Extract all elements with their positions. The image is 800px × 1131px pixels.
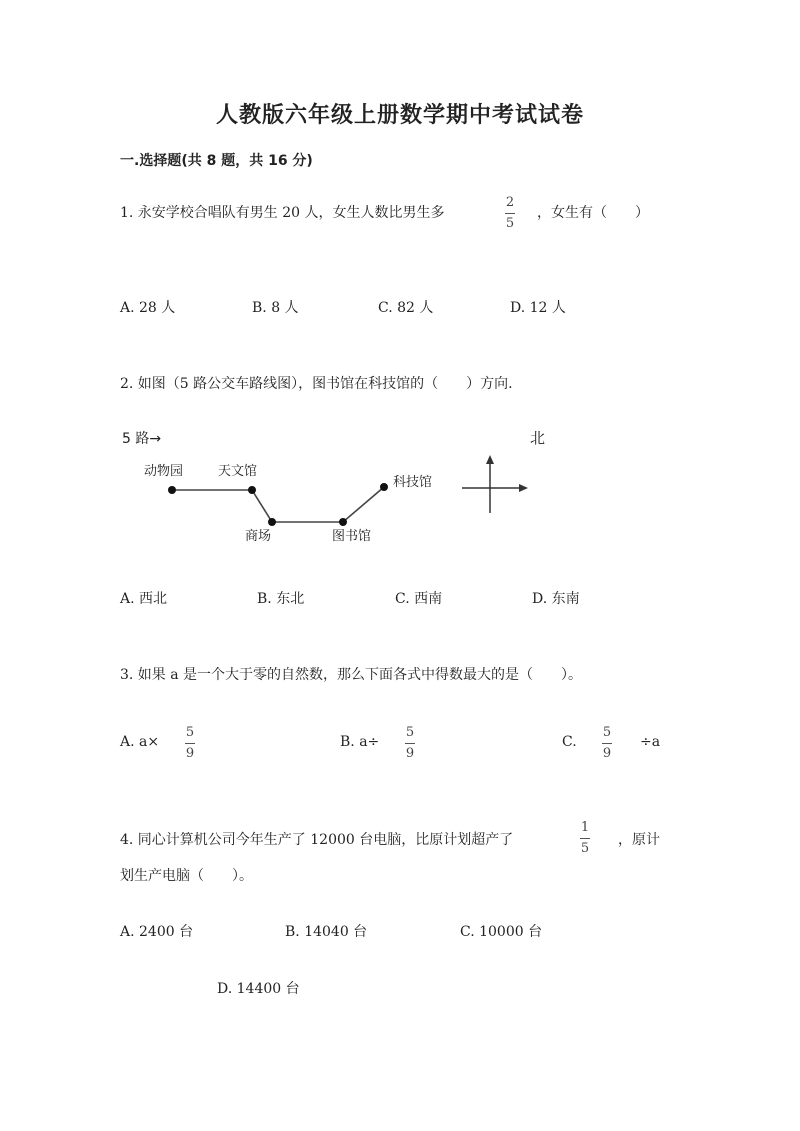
stop-marker: [168, 486, 176, 494]
fraction-bar: [602, 743, 612, 744]
q1-option-a[interactable]: A. 28 人: [120, 300, 176, 316]
stop-marker: [380, 483, 388, 491]
question-1-fraction: [505, 196, 515, 231]
stop-label-library: 图书馆: [332, 529, 372, 544]
q3-option-c-fraction: [602, 726, 612, 761]
q3-option-a[interactable]: A. a×: [120, 734, 160, 750]
fraction-bar: [580, 838, 590, 839]
fraction-numerator: 5: [185, 725, 195, 740]
fraction-numerator: 1: [580, 820, 590, 835]
q4-option-c[interactable]: C. 10000 台: [460, 924, 543, 940]
fraction-numerator: 2: [505, 195, 515, 210]
q4-option-d[interactable]: D. 14400 台: [217, 981, 300, 997]
fraction-bar: [185, 743, 195, 744]
q4-option-a[interactable]: A. 2400 台: [120, 924, 194, 940]
question-4-text-end: ，原计: [618, 832, 660, 848]
question-3-text: 3. 如果 a 是一个大于零的自然数，那么下面各式中得数最大的是（ ）。: [120, 667, 583, 683]
page-title: 人教版六年级上册数学期中考试试卷: [215, 103, 584, 128]
fraction-numerator: 5: [602, 725, 612, 740]
stop-label-science-museum: 科技馆: [393, 475, 433, 490]
q2-option-b[interactable]: B. 东北: [257, 591, 305, 607]
q3-option-c-suffix: ÷a: [640, 734, 661, 750]
q3-option-b[interactable]: B. a÷: [340, 734, 380, 750]
fraction-numerator: 5: [405, 725, 415, 740]
stop-marker: [339, 518, 347, 526]
stop-label-zoo: 动物园: [144, 464, 184, 479]
north-label: 北: [530, 429, 546, 447]
q1-option-d[interactable]: D. 12 人: [510, 300, 566, 316]
fraction-denominator: 5: [580, 841, 590, 856]
question-4-fraction: [580, 821, 590, 856]
q4-option-b[interactable]: B. 14040 台: [285, 924, 368, 940]
q2-option-a[interactable]: A. 西北: [120, 591, 168, 607]
stop-marker: [268, 518, 276, 526]
question-1-text-end: ，女生有（ ）: [537, 205, 649, 221]
fraction-denominator: 9: [185, 746, 195, 761]
q1-option-c[interactable]: C. 82 人: [378, 300, 434, 316]
question-2-text: 2. 如图（5 路公交车路线图），图书馆在科技馆的（ ）方向.: [120, 376, 513, 392]
fraction-bar: [405, 743, 415, 744]
fraction-denominator: 5: [505, 216, 515, 231]
q3-option-c[interactable]: C.: [562, 734, 577, 750]
question-4-text-line2: 划生产电脑（ ）。: [120, 868, 253, 884]
stop-label-mall: 商场: [245, 529, 272, 544]
q2-option-c[interactable]: C. 西南: [395, 591, 443, 607]
q1-option-b[interactable]: B. 8 人: [252, 300, 299, 316]
fraction-denominator: 9: [405, 746, 415, 761]
question-1-text: 1. 永安学校合唱队有男生 20 人，女生人数比男生多: [120, 205, 445, 221]
fraction-denominator: 9: [602, 746, 612, 761]
route-label: 5 路→: [122, 431, 162, 447]
section-heading: 一.选择题(共 8 题，共 16 分): [120, 153, 313, 169]
q3-option-b-fraction: [405, 726, 415, 761]
compass-icon: [462, 455, 528, 513]
stop-label-observatory: 天文馆: [218, 464, 258, 479]
question-4-text: 4. 同心计算机公司今年生产了 12000 台电脑，比原计划超产了: [120, 832, 514, 848]
bus-route-map: [110, 418, 560, 553]
q3-option-a-fraction: [185, 726, 195, 761]
fraction-bar: [505, 213, 515, 214]
route-line: [172, 487, 384, 522]
stop-marker: [248, 486, 256, 494]
q2-option-d[interactable]: D. 东南: [532, 591, 580, 607]
